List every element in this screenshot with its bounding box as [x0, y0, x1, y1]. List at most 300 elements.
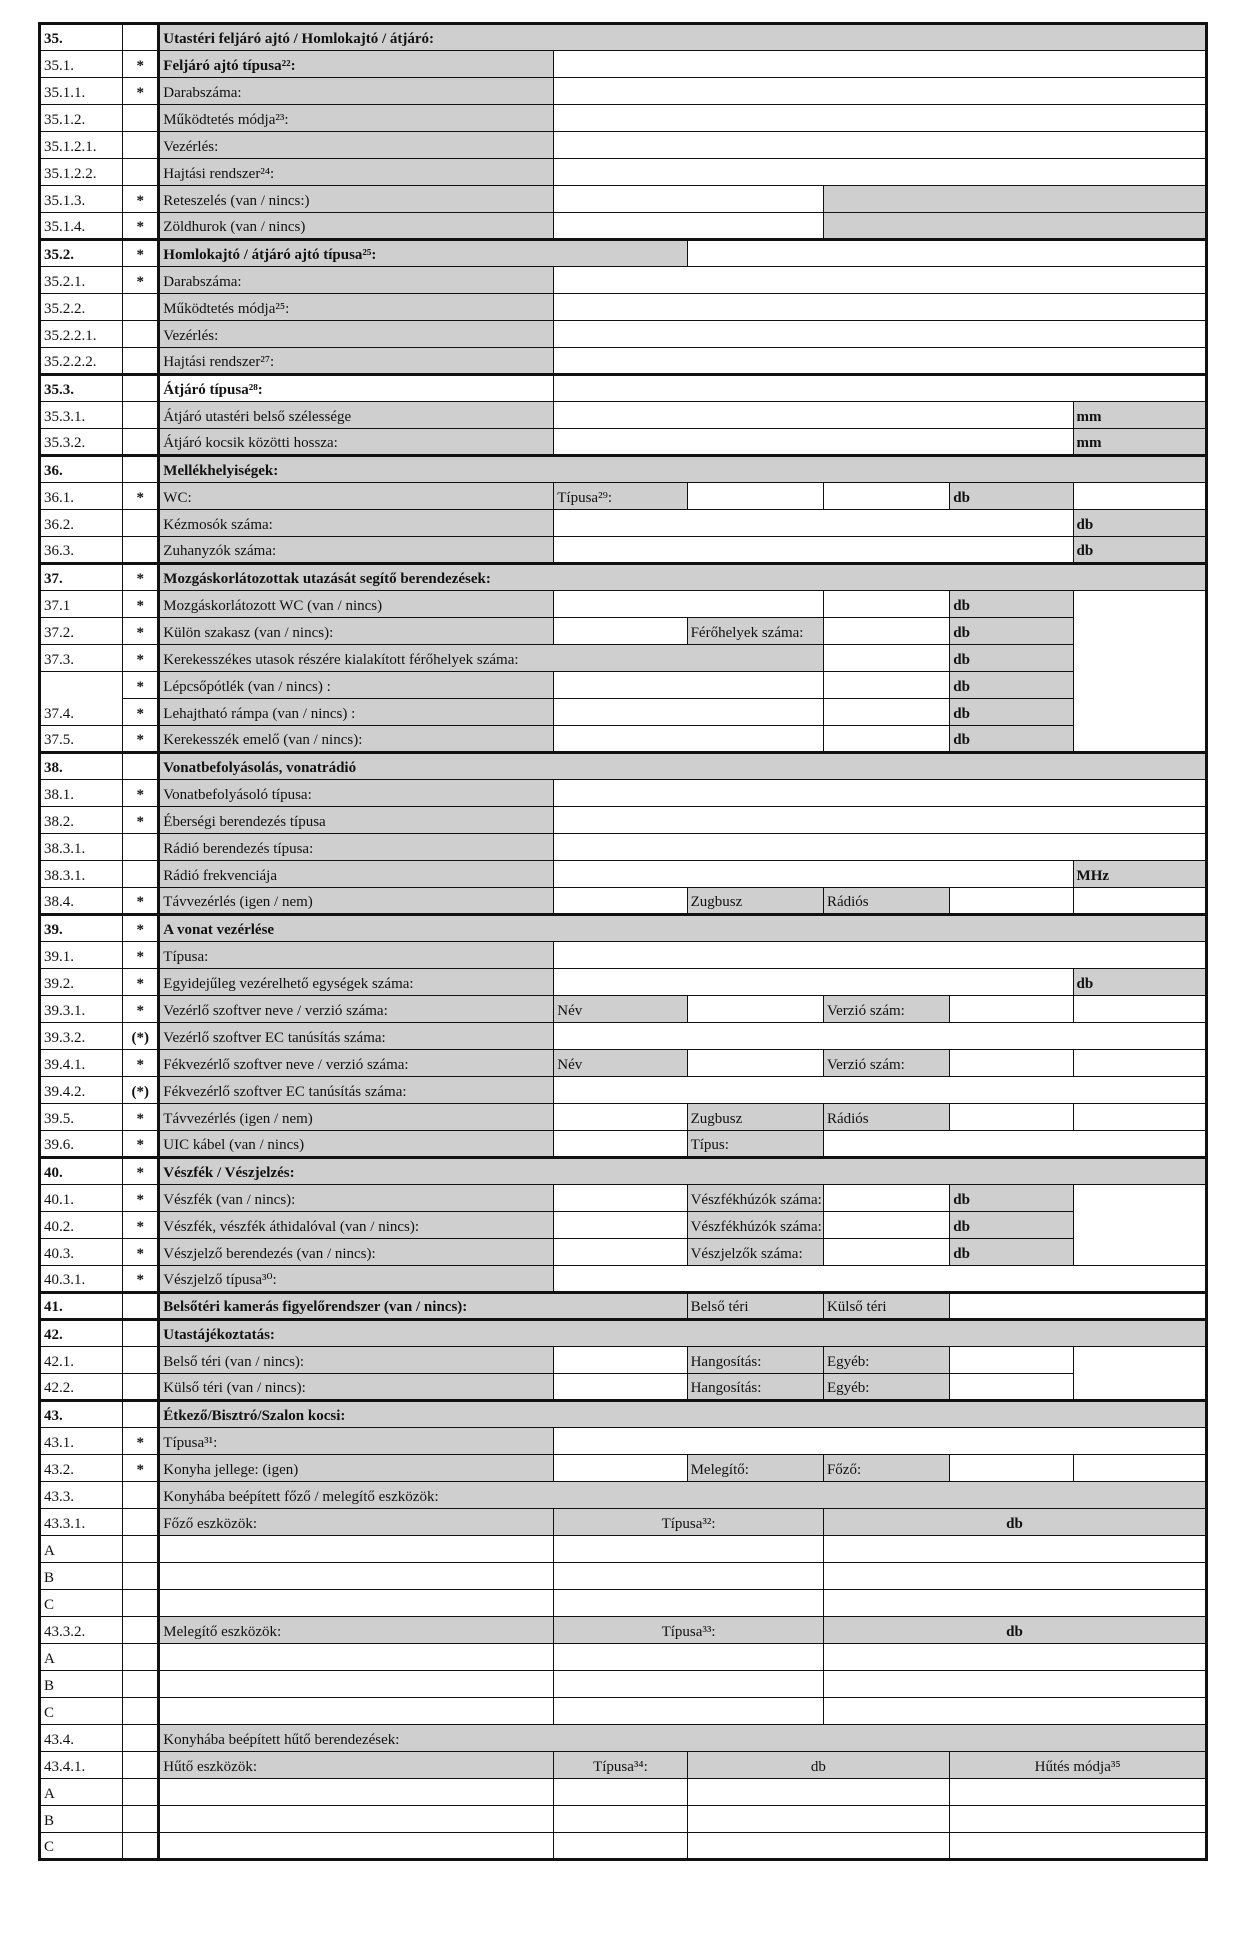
input-cell[interactable]: [123, 1833, 159, 1860]
field-label: (*): [123, 1023, 159, 1050]
field-label: Étkező/Bisztró/Szalon kocsi:: [159, 1401, 1207, 1428]
field-label: Reteszelés (van / nincs:): [159, 186, 554, 213]
input-cell[interactable]: [123, 24, 159, 51]
input-cell[interactable]: [554, 1077, 1207, 1104]
field-label: 38.: [40, 753, 123, 780]
form-row: [40, 861, 1207, 888]
field-label: Hajtási rendszer²⁷:: [159, 348, 554, 375]
field-label: B: [40, 1563, 123, 1590]
input-cell[interactable]: [554, 699, 824, 726]
form-row: [40, 105, 1207, 132]
field-label: *: [123, 699, 159, 726]
input-cell[interactable]: [823, 1590, 1206, 1617]
field-label: 43.4.1.: [40, 1752, 123, 1779]
field-label: 38.1.: [40, 780, 123, 807]
field-label: Hűtés módja³⁵: [950, 1752, 1207, 1779]
field-label: 43.: [40, 1401, 123, 1428]
form-row: [40, 1401, 1207, 1428]
form-row: [40, 1239, 1207, 1266]
input-cell[interactable]: [687, 483, 823, 510]
field-label: db: [1073, 969, 1206, 996]
field-label: Vészjelzők száma:: [687, 1239, 823, 1266]
field-label: Típusa:: [159, 942, 554, 969]
input-cell[interactable]: [687, 996, 823, 1023]
field-label: 39.: [40, 915, 123, 942]
input-cell[interactable]: [554, 213, 824, 240]
input-cell[interactable]: [554, 159, 1207, 186]
field-label: *: [123, 483, 159, 510]
input-cell[interactable]: [554, 1374, 687, 1401]
form-row: [40, 672, 1207, 699]
field-label: mm: [1073, 429, 1206, 456]
field-label: A vonat vezérlése: [159, 915, 1207, 942]
field-label: 40.1.: [40, 1185, 123, 1212]
input-cell[interactable]: [823, 1671, 1206, 1698]
form-row: [40, 807, 1207, 834]
field-label: db: [950, 1185, 1073, 1212]
input-cell[interactable]: [554, 294, 1207, 321]
field-label: Külső téri (van / nincs):: [159, 1374, 554, 1401]
input-cell[interactable]: [950, 1374, 1073, 1401]
field-label: Név: [554, 1050, 687, 1077]
input-cell[interactable]: [554, 1779, 687, 1806]
field-label: Verzió szám:: [823, 996, 949, 1023]
field-label: Kerekesszékes utasok részére kialakított férőhelyek száma:: [159, 645, 824, 672]
form-row: [40, 1050, 1207, 1077]
field-label: Főző:: [823, 1455, 949, 1482]
form-row: [40, 348, 1207, 375]
input-cell[interactable]: [554, 1131, 687, 1158]
input-cell[interactable]: [123, 1806, 159, 1833]
form-row: [40, 186, 1207, 213]
field-label: 35.3.2.: [40, 429, 123, 456]
input-cell[interactable]: [123, 159, 159, 186]
input-cell[interactable]: [554, 834, 1207, 861]
input-cell[interactable]: [123, 834, 159, 861]
input-cell[interactable]: [159, 1644, 554, 1671]
field-label: Vészjelző berendezés (van / nincs):: [159, 1239, 554, 1266]
input-cell[interactable]: [823, 1698, 1206, 1725]
field-label: 35.2.1.: [40, 267, 123, 294]
form-row: [40, 24, 1207, 51]
input-cell[interactable]: [554, 1104, 687, 1131]
input-cell[interactable]: [123, 456, 159, 483]
field-label: 42.: [40, 1320, 123, 1347]
field-label: Kerekesszék emelő (van / nincs):: [159, 726, 554, 753]
field-label: Működtetés módja²³:: [159, 105, 554, 132]
input-cell[interactable]: [823, 618, 949, 645]
input-cell[interactable]: [159, 1833, 554, 1860]
input-cell[interactable]: [554, 186, 824, 213]
form-row: [40, 888, 1207, 915]
input-cell[interactable]: [823, 1212, 949, 1239]
input-cell[interactable]: [159, 1806, 554, 1833]
field-label: *: [123, 240, 159, 267]
input-cell[interactable]: [554, 861, 1073, 888]
input-cell[interactable]: [123, 402, 159, 429]
input-cell[interactable]: [123, 537, 159, 564]
field-label: 35.2.: [40, 240, 123, 267]
input-cell[interactable]: [554, 672, 824, 699]
input-cell[interactable]: [950, 1833, 1207, 1860]
form-row: [40, 996, 1207, 1023]
input-cell[interactable]: [554, 1266, 1207, 1293]
input-cell[interactable]: [950, 1806, 1207, 1833]
form-row: [40, 942, 1207, 969]
input-cell[interactable]: [159, 1698, 554, 1725]
input-cell[interactable]: [823, 1644, 1206, 1671]
field-label: 37.2.: [40, 618, 123, 645]
field-label: Egyéb:: [823, 1347, 949, 1374]
form-row: [40, 240, 1207, 267]
input-cell[interactable]: [823, 1563, 1206, 1590]
field-label: Lépcsőpótlék (van / nincs) :: [159, 672, 554, 699]
field-label: 43.1.: [40, 1428, 123, 1455]
input-cell[interactable]: [554, 402, 1073, 429]
input-cell[interactable]: [123, 1590, 159, 1617]
input-cell[interactable]: [123, 1698, 159, 1725]
form-row: [40, 51, 1207, 78]
field-label: 35.2.2.1.: [40, 321, 123, 348]
input-cell[interactable]: [554, 1239, 687, 1266]
input-cell[interactable]: [554, 807, 1207, 834]
form-row: [40, 1725, 1207, 1752]
field-label: Egyidejűleg vezérelhető egységek száma:: [159, 969, 554, 996]
field-label: 35.2.2.2.: [40, 348, 123, 375]
input-cell[interactable]: [554, 321, 1207, 348]
field-label: *: [123, 1158, 159, 1185]
input-cell[interactable]: [123, 375, 159, 402]
field-label: 35.1.4.: [40, 213, 123, 240]
vehicle-data-form-table: [38, 22, 1208, 1861]
form-row: [40, 1536, 1207, 1563]
form-row: [40, 1023, 1207, 1050]
form-row: [40, 591, 1207, 618]
form-row: [40, 1698, 1207, 1725]
form-row: [40, 699, 1207, 726]
field-label: MHz: [1073, 861, 1206, 888]
field-label: 38.2.: [40, 807, 123, 834]
field-label: db: [950, 618, 1073, 645]
field-label: Darabszáma:: [159, 78, 554, 105]
form-row: [40, 1590, 1207, 1617]
input-cell[interactable]: [554, 1536, 824, 1563]
field-label: 37.4.: [40, 672, 123, 726]
field-label: *: [123, 1131, 159, 1158]
input-cell[interactable]: [554, 1185, 687, 1212]
input-cell[interactable]: [554, 132, 1207, 159]
input-cell[interactable]: [123, 1725, 159, 1752]
field-label: *: [123, 1266, 159, 1293]
input-cell[interactable]: [159, 1590, 554, 1617]
input-cell[interactable]: [687, 1779, 950, 1806]
input-cell[interactable]: [123, 1779, 159, 1806]
field-label: *: [123, 78, 159, 105]
input-cell[interactable]: [123, 1347, 159, 1374]
input-cell[interactable]: [123, 294, 159, 321]
input-cell[interactable]: [554, 969, 1073, 996]
input-cell[interactable]: [123, 1509, 159, 1536]
field-label: db: [687, 1752, 950, 1779]
input-cell[interactable]: [554, 1455, 687, 1482]
input-cell[interactable]: [950, 888, 1073, 915]
form-row: [40, 1428, 1207, 1455]
form-row: [40, 537, 1207, 564]
input-cell[interactable]: [823, 645, 949, 672]
field-label: Belsőtéri kamerás figyelőrendszer (van / nincs):: [159, 1293, 687, 1320]
input-cell[interactable]: [554, 780, 1207, 807]
field-label: *: [123, 780, 159, 807]
input-cell[interactable]: [687, 1050, 823, 1077]
form-row: [40, 1644, 1207, 1671]
input-cell[interactable]: [687, 1806, 950, 1833]
field-label: *: [123, 1239, 159, 1266]
field-label: Mellékhelyiségek:: [159, 456, 1207, 483]
form-row: [40, 1671, 1207, 1698]
field-label: Melegítő:: [687, 1455, 823, 1482]
field-label: Vészfék, vészfék áthidalóval (van / nincs):: [159, 1212, 554, 1239]
field-label: db: [823, 1617, 1206, 1644]
field-label: mm: [1073, 402, 1206, 429]
form-row: [40, 213, 1207, 240]
input-cell[interactable]: [950, 1347, 1073, 1374]
form-row: [40, 1320, 1207, 1347]
field-label: Rádiós: [823, 888, 949, 915]
input-cell[interactable]: [554, 267, 1207, 294]
field-label: 36.1.: [40, 483, 123, 510]
input-cell[interactable]: [554, 1023, 1207, 1050]
form-row: [40, 645, 1207, 672]
input-cell[interactable]: [554, 105, 1207, 132]
input-cell[interactable]: [123, 1293, 159, 1320]
field-label: 40.3.: [40, 1239, 123, 1266]
field-label: C: [40, 1590, 123, 1617]
form-row: [40, 753, 1207, 780]
field-label: *: [123, 1455, 159, 1482]
form-row: [40, 1266, 1207, 1293]
field-label: Rádiós: [823, 1104, 949, 1131]
field-label: Verzió szám:: [823, 1050, 949, 1077]
input-cell[interactable]: [823, 483, 949, 510]
input-cell[interactable]: [123, 321, 159, 348]
input-cell[interactable]: [687, 1833, 950, 1860]
input-cell[interactable]: [123, 1671, 159, 1698]
input-cell[interactable]: [123, 753, 159, 780]
field-label: *: [123, 1212, 159, 1239]
form-row: [40, 1077, 1207, 1104]
field-label: *: [123, 807, 159, 834]
field-label: db: [950, 726, 1073, 753]
field-label: db: [950, 645, 1073, 672]
field-label: Utastájékoztatás:: [159, 1320, 1207, 1347]
input-cell[interactable]: [554, 348, 1207, 375]
input-cell[interactable]: [823, 1131, 1206, 1158]
input-cell[interactable]: [123, 1320, 159, 1347]
input-cell[interactable]: [123, 105, 159, 132]
input-cell[interactable]: [123, 1482, 159, 1509]
field-label: 37.1: [40, 591, 123, 618]
form-row: [40, 915, 1207, 942]
field-label: Kézmosók száma:: [159, 510, 554, 537]
field-label: 42.1.: [40, 1347, 123, 1374]
field-label: (*): [123, 1077, 159, 1104]
field-label: Átjáró kocsik közötti hossza:: [159, 429, 554, 456]
input-cell[interactable]: [554, 1428, 1207, 1455]
input-cell[interactable]: [554, 888, 687, 915]
field-label: *: [123, 996, 159, 1023]
input-cell[interactable]: [823, 1536, 1206, 1563]
field-label: 35.3.1.: [40, 402, 123, 429]
input-cell[interactable]: [123, 1644, 159, 1671]
field-label: *: [123, 888, 159, 915]
input-cell[interactable]: [950, 1050, 1073, 1077]
field-label: 41.: [40, 1293, 123, 1320]
field-label: Főző eszközök:: [159, 1509, 554, 1536]
input-cell[interactable]: [950, 1455, 1073, 1482]
input-cell[interactable]: [823, 1185, 949, 1212]
field-label: Típusa³⁴:: [554, 1752, 687, 1779]
input-cell[interactable]: [554, 1590, 824, 1617]
form-row: [40, 510, 1207, 537]
field-label: 37.3.: [40, 645, 123, 672]
field-label: Konyha jellege: (igen): [159, 1455, 554, 1482]
field-label: C: [40, 1833, 123, 1860]
input-cell[interactable]: [159, 1779, 554, 1806]
field-label: 38.4.: [40, 888, 123, 915]
form-row: [40, 78, 1207, 105]
form-row: [40, 402, 1207, 429]
field-label: Melegítő eszközök:: [159, 1617, 554, 1644]
field-label: A: [40, 1779, 123, 1806]
input-cell[interactable]: [950, 1293, 1207, 1320]
input-cell[interactable]: [123, 429, 159, 456]
input-cell[interactable]: [123, 348, 159, 375]
form-row: [40, 483, 1207, 510]
field-label: Lehajtható rámpa (van / nincs) :: [159, 699, 554, 726]
field-label: 35.: [40, 24, 123, 51]
field-label: Konyhába beépített főző / melegítő eszközök:: [159, 1482, 1207, 1509]
input-cell[interactable]: [823, 699, 949, 726]
input-cell[interactable]: [123, 861, 159, 888]
field-label: Mozgáskorlátozottak utazását segítő berendezések:: [159, 564, 1207, 591]
input-cell[interactable]: [554, 942, 1207, 969]
input-cell[interactable]: [823, 186, 1206, 213]
field-label: 42.2.: [40, 1374, 123, 1401]
field-label: 35.1.1.: [40, 78, 123, 105]
input-cell[interactable]: [554, 1644, 824, 1671]
input-cell[interactable]: [554, 78, 1207, 105]
input-cell[interactable]: [123, 1617, 159, 1644]
input-cell[interactable]: [950, 1779, 1207, 1806]
field-label: UIC kábel (van / nincs): [159, 1131, 554, 1158]
input-cell[interactable]: [123, 132, 159, 159]
input-cell[interactable]: [123, 1563, 159, 1590]
field-label: Homlokajtó / átjáró ajtó típusa²⁵:: [159, 240, 687, 267]
field-label: C: [40, 1698, 123, 1725]
input-cell[interactable]: [159, 1563, 554, 1590]
field-label: WC:: [159, 483, 554, 510]
field-label: *: [123, 1428, 159, 1455]
form-row: [40, 1104, 1207, 1131]
input-cell[interactable]: [554, 51, 1207, 78]
field-label: Vezérlő szoftver neve / verzió száma:: [159, 996, 554, 1023]
field-label: *: [123, 1104, 159, 1131]
input-cell[interactable]: [554, 591, 824, 618]
input-cell[interactable]: [554, 1698, 824, 1725]
field-label: *: [123, 213, 159, 240]
input-cell[interactable]: [823, 213, 1206, 240]
field-label: B: [40, 1806, 123, 1833]
field-label: Típusa³²:: [554, 1509, 824, 1536]
input-cell[interactable]: [554, 618, 687, 645]
input-cell[interactable]: [554, 726, 824, 753]
input-cell[interactable]: [554, 375, 1207, 402]
input-cell[interactable]: [823, 726, 949, 753]
input-cell[interactable]: [554, 1212, 687, 1239]
field-label: A: [40, 1536, 123, 1563]
form-row: [40, 726, 1207, 753]
field-label: Külső téri: [823, 1293, 949, 1320]
input-cell[interactable]: [823, 672, 949, 699]
field-label: 38.3.1.: [40, 834, 123, 861]
input-cell[interactable]: [159, 1536, 554, 1563]
input-cell[interactable]: [554, 1347, 687, 1374]
input-cell[interactable]: [687, 240, 1206, 267]
field-label: db: [950, 672, 1073, 699]
input-cell[interactable]: [123, 1536, 159, 1563]
field-label: 39.4.1.: [40, 1050, 123, 1077]
form-row: [40, 1779, 1207, 1806]
field-label: 43.3.1.: [40, 1509, 123, 1536]
input-cell[interactable]: [123, 510, 159, 537]
field-label: Vonatbefolyásoló típusa:: [159, 780, 554, 807]
field-label: *: [123, 1050, 159, 1077]
form-row: [40, 1752, 1207, 1779]
field-label: *: [123, 564, 159, 591]
input-cell[interactable]: [554, 1671, 824, 1698]
input-cell[interactable]: [159, 1671, 554, 1698]
form-row: [40, 1158, 1207, 1185]
field-label: Belső téri (van / nincs):: [159, 1347, 554, 1374]
input-cell[interactable]: [554, 1563, 824, 1590]
input-cell[interactable]: [823, 1239, 949, 1266]
field-label: 35.2.2.: [40, 294, 123, 321]
form-row: [40, 1131, 1207, 1158]
input-cell[interactable]: [554, 1833, 687, 1860]
field-label: 36.2.: [40, 510, 123, 537]
input-cell[interactable]: [554, 429, 1073, 456]
input-cell[interactable]: [554, 510, 1073, 537]
input-cell[interactable]: [823, 591, 949, 618]
field-label: 43.2.: [40, 1455, 123, 1482]
input-cell[interactable]: [950, 996, 1073, 1023]
form-row: [40, 564, 1207, 591]
input-cell[interactable]: [123, 1752, 159, 1779]
input-cell[interactable]: [123, 1401, 159, 1428]
input-cell[interactable]: [123, 1374, 159, 1401]
field-label: Rádió frekvenciája: [159, 861, 554, 888]
field-label: Vezérlés:: [159, 321, 554, 348]
form-row: [40, 1617, 1207, 1644]
field-label: Zöldhurok (van / nincs): [159, 213, 554, 240]
form-row: [40, 1212, 1207, 1239]
field-label: 39.5.: [40, 1104, 123, 1131]
input-cell[interactable]: [950, 1104, 1073, 1131]
field-label: *: [123, 969, 159, 996]
input-cell[interactable]: [554, 1806, 687, 1833]
input-cell[interactable]: [554, 537, 1073, 564]
field-label: *: [123, 186, 159, 213]
